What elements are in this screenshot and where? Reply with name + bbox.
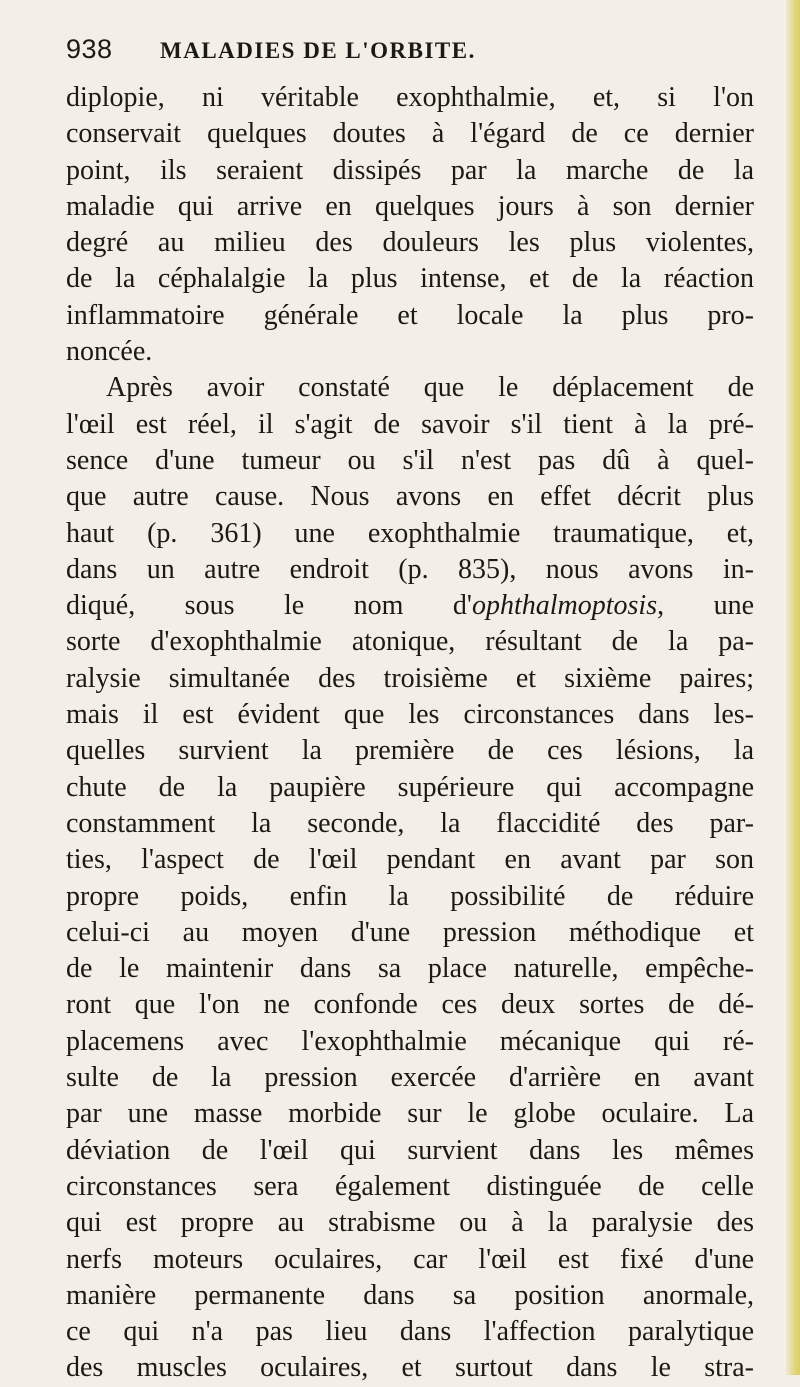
- text-line: chute de la paupière supérieure qui accompagne: [66, 771, 754, 803]
- text-line: degré au milieu des douleurs les plus violentes,: [66, 227, 754, 259]
- text-line: ront que l'on ne confonde ces deux sortes de dé-: [66, 989, 754, 1021]
- italic-term: ophthalmoptosis: [471, 590, 658, 622]
- text-line: Après avoir constaté que le déplacement de: [106, 372, 754, 404]
- text-line: sorte d'exophthalmie atonique, résultant de la pa-: [66, 626, 754, 658]
- text-line: maladie qui arrive en quelques jours à son dernier: [66, 190, 754, 222]
- text-line: manière permanente dans sa position anormale,: [66, 1279, 754, 1311]
- text-line: de la céphalalgie la plus intense, et de la réaction: [66, 263, 754, 295]
- text-line: de le maintenir dans sa place naturelle, empêche-: [66, 953, 754, 985]
- text-line: sulte de la pression exercée d'arrière en avant: [66, 1062, 754, 1094]
- text-line: conservait quelques doutes à l'égard de ce dernier: [66, 118, 754, 150]
- text-line: qui est propre au strabisme ou à la paralysie des: [66, 1207, 754, 1239]
- text-line: des muscles oculaires, et surtout dans le stra-: [66, 1352, 754, 1384]
- running-head: MALADIES DE L'ORBITE.: [160, 38, 476, 63]
- text-line: constamment la seconde, la flaccidité des par-: [66, 807, 754, 839]
- text-line-with-italic: [66, 588, 754, 624]
- page-number: 938: [66, 34, 113, 64]
- text-line: que autre cause. Nous avons en effet décrit plus: [66, 481, 754, 513]
- text-line: par une masse morbide sur le globe oculaire. La: [66, 1098, 754, 1130]
- text-fragment: , une: [657, 590, 754, 622]
- text-line: ce qui n'a pas lieu dans l'affection paralytique: [66, 1316, 754, 1348]
- text-line: placemens avec l'exophthalmie mécanique qui ré-: [66, 1025, 754, 1057]
- page-edge: [786, 0, 800, 1375]
- text-line: celui-ci au moyen d'une pression méthodique et: [66, 916, 754, 948]
- text-line: point, ils seraient dissipés par la marche de la: [66, 154, 754, 186]
- text-line: inflammatoire générale et locale la plus pro-: [66, 299, 754, 331]
- text-line: dans un autre endroit (p. 835), nous avons in-: [66, 553, 754, 585]
- text-line: ties, l'aspect de l'œil pendant en avant par son: [66, 844, 754, 876]
- text-line: mais il est évident que les circonstances dans les-: [66, 699, 754, 731]
- text-line: haut (p. 361) une exophthalmie traumatique, et,: [66, 517, 754, 549]
- text-line: noncée.: [66, 336, 153, 368]
- text-line: circonstances sera également distinguée de celle: [66, 1170, 754, 1202]
- text-line: propre poids, enfin la possibilité de réduire: [66, 880, 754, 912]
- text-line: l'œil est réel, il s'agit de savoir s'il tient à la pré-: [66, 408, 754, 440]
- text-line: déviation de l'œil qui survient dans les mêmes: [66, 1134, 754, 1166]
- page-header: [66, 34, 766, 74]
- text-line: nerfs moteurs oculaires, car l'œil est fixé d'une: [66, 1243, 754, 1275]
- text-line: diplopie, ni véritable exophthalmie, et, si l'on: [66, 82, 754, 113]
- body-text: [66, 80, 754, 1387]
- text-line: ralysie simultanée des troisième et sixième paires;: [66, 662, 754, 694]
- text-line: quelles survient la première de ces lésions, la: [66, 735, 754, 767]
- text-line: sence d'une tumeur ou s'il n'est pas dû à quel-: [66, 444, 754, 476]
- text-fragment: diqué, sous le nom d': [66, 590, 472, 622]
